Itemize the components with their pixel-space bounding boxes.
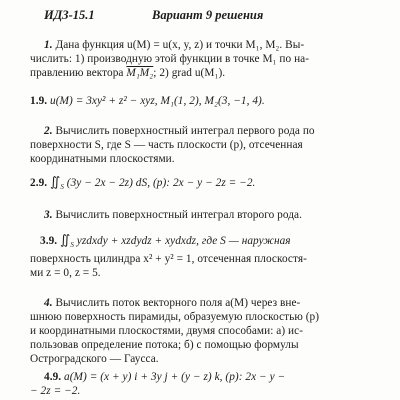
task2-subnumber: 2.9. bbox=[30, 177, 48, 189]
task1-line1 bbox=[44, 38, 304, 52]
task3-number: 3. bbox=[44, 209, 53, 221]
task1-line2: числить: 1) производную этой функции в точке M₁ по на- bbox=[30, 53, 310, 65]
task3-text-line1: Вычислить поверхностный интеграл второго рода. bbox=[55, 209, 302, 221]
task3-formula: yzdxdy + xzdydz + xydxdz, где S — наружная bbox=[76, 235, 291, 247]
assignment-code: ИДЗ-15.1 bbox=[44, 8, 95, 22]
task3-subproblem bbox=[40, 233, 291, 252]
integral-subscript: S bbox=[60, 183, 64, 191]
task4-line3: и координатными плоскостями, двумя способами: а) ис- bbox=[30, 325, 304, 337]
task1-line3 bbox=[30, 66, 225, 80]
task4-formula: a(M) = (x + y) i + 3y j + (y − z) k, (p): 2x − y − bbox=[64, 371, 286, 383]
task1-subnumber: 1.9. bbox=[30, 95, 48, 107]
task4-line4: пользовав определение потока; б) с помощью формулы bbox=[30, 339, 299, 351]
task4-line2: шнюю поверхность пирамиды, образуемую плоскостью (p) bbox=[30, 311, 320, 323]
task4-formula-cont bbox=[30, 384, 80, 398]
task4-text-line1: Вычислить поток векторного поля a(M) через вне- bbox=[55, 297, 301, 309]
task2-line1 bbox=[44, 124, 315, 138]
task2-line2: поверхности S, где S — часть плоскости (p), отсеченная bbox=[30, 139, 303, 151]
task2-number: 2. bbox=[44, 125, 53, 137]
task1-subproblem bbox=[30, 94, 265, 108]
task2-line3: координатными плоскостями. bbox=[30, 153, 175, 165]
task2-text-line1: Вычислить поверхностный интеграл первого рода по bbox=[55, 125, 315, 137]
double-integral-symbol: ∬ bbox=[50, 174, 61, 189]
task3-line2: поверхность цилиндра x² + y² = 1, отсеченная плоскостя- bbox=[30, 253, 307, 265]
task4-line5: Остроградского — Гаусса. bbox=[30, 353, 159, 365]
integral-subscript: S bbox=[70, 241, 74, 249]
task1-line3-prefix: правлению вектора bbox=[30, 67, 124, 79]
task2-subproblem bbox=[30, 175, 255, 194]
task2-formula: (3y − 2x − 2z) dS, (p): 2x − y − 2z = −2. bbox=[66, 177, 256, 189]
task1-vector: M₁M₂ bbox=[126, 67, 154, 79]
task1-formula: u(M) = 3xy² + z² − xyz, M₁(1, 2), M₂(3, −1, 4). bbox=[50, 95, 265, 107]
task4-subproblem bbox=[44, 370, 285, 384]
task1-number: 1. bbox=[44, 39, 53, 51]
task4-subnumber: 4.9. bbox=[44, 371, 62, 383]
page-header bbox=[44, 8, 380, 24]
task1-line3-suffix: ; 2) grad u(M₁). bbox=[153, 67, 226, 79]
task4-number: 4. bbox=[44, 297, 53, 309]
task4-line1 bbox=[44, 296, 300, 310]
task1-text-line1: Дана функция u(M) = u(x, y, z) и точки M₁, M₂. Вы- bbox=[55, 39, 305, 51]
task3-line1 bbox=[44, 208, 302, 222]
task4-formula-line2: − 2z = −2. bbox=[30, 385, 81, 397]
double-integral-symbol: ∬ bbox=[60, 232, 71, 247]
task3-subnumber: 3.9. bbox=[40, 235, 58, 247]
task3-line3: ми z = 0, z = 5. bbox=[30, 267, 101, 279]
variant-title: Вариант 9 решения bbox=[152, 8, 264, 22]
